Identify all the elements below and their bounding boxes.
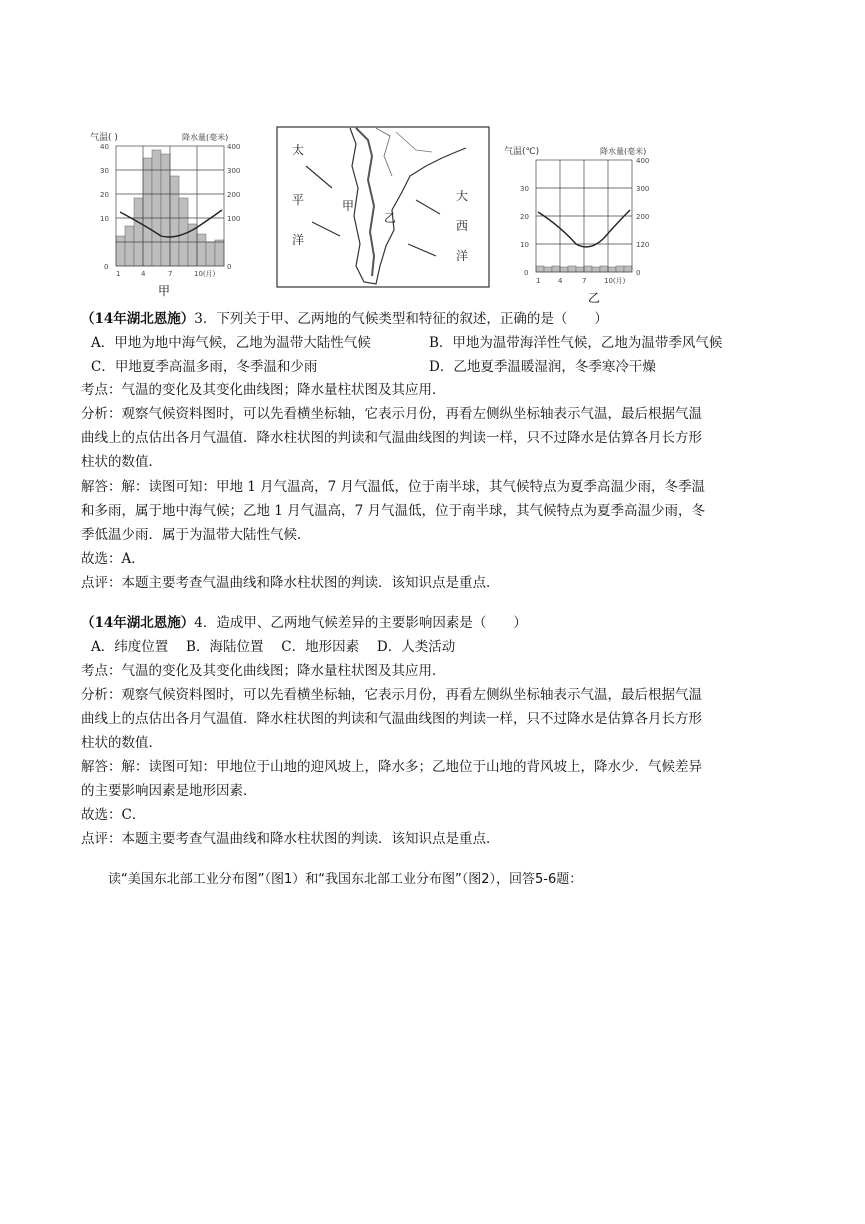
x-tick: 1 xyxy=(116,270,121,278)
q4-options: A．纬度位置 B．海陆位置 C．地形因素 D．人类活动 xyxy=(91,639,456,655)
precip-tick: 100 xyxy=(227,215,241,223)
q3-stem-line xyxy=(81,309,608,329)
q3-dianping: 点评：本题主要考查气温曲线和降水柱状图的判读．该知识点是重点． xyxy=(81,575,500,591)
precip-tick: 0 xyxy=(636,269,641,277)
precip-tick: 0 xyxy=(227,263,232,271)
precip-tick: 400 xyxy=(227,143,241,151)
temp-tick: 10 xyxy=(520,241,529,249)
q4-stem: 4．造成甲、乙两地气候差异的主要影响因素是（ ） xyxy=(194,615,527,631)
temp-axis-title: 气温( ) xyxy=(90,133,118,143)
temp-tick: 20 xyxy=(100,191,109,199)
map-label: 平 xyxy=(292,193,305,207)
q4-jieda: 的主要影响因素是地形因素． xyxy=(81,783,257,799)
q3-option-b: B．甲地为温带海洋性气候，乙地为温带季风气候 xyxy=(429,335,723,351)
map-label: 洋 xyxy=(292,233,305,247)
map-label: 洋 xyxy=(456,249,469,263)
figure-label-jia: 甲 xyxy=(158,284,171,298)
south-america-map xyxy=(276,126,490,288)
q4-source: （14年湖北恩施） xyxy=(81,615,195,631)
q4-answer: 故选：C． xyxy=(81,807,146,823)
map-label: 乙 xyxy=(384,211,397,225)
q3-option-d: D．乙地夏季温暖湿润，冬季寒冷干燥 xyxy=(429,359,656,375)
map-label: 太 xyxy=(292,143,305,157)
q3-jieda: 季低温少雨．属于为温带大陆性气候． xyxy=(81,527,311,543)
q3-source: （14年湖北恩施） xyxy=(81,311,195,327)
temp-tick: 30 xyxy=(520,185,529,193)
precip-tick: 300 xyxy=(227,167,241,175)
precip-axis-title: 降水量(毫米) xyxy=(600,147,647,156)
climate-chart-yi xyxy=(500,140,670,290)
q4-fenxi: 分析：观察气候资料图时，可以先看横坐标轴，它表示月份，再看左侧纵坐标轴表示气温，最后根据气温 xyxy=(81,687,702,703)
precip-tick: 400 xyxy=(636,157,650,165)
temp-tick: 0 xyxy=(104,263,109,271)
q3-option-a: A．甲地为地中海气候，乙地为温带大陆性气候 xyxy=(91,335,371,351)
precip-tick: 200 xyxy=(227,191,241,199)
precip-tick: 200 xyxy=(636,213,650,221)
temp-tick: 40 xyxy=(100,143,109,151)
temp-tick: 20 xyxy=(520,213,529,221)
q3-fenxi: 分析：观察气候资料图时，可以先看横坐标轴，它表示月份，再看左侧纵坐标轴表示气温，最后根据气温 xyxy=(81,406,702,422)
x-tick: 10(月) xyxy=(604,277,626,285)
q3-answer: 故选：A． xyxy=(81,551,145,567)
temp-tick: 0 xyxy=(524,269,529,277)
map-label: 西 xyxy=(456,219,469,233)
q3-stem: 3．下列关于甲、乙两地的气候类型和特征的叙述，正确的是（ ） xyxy=(194,311,608,327)
x-tick: 4 xyxy=(558,277,563,285)
q5-6-intro: 读“美国东北部工业分布图”（图1）和“我国东北部工业分布图”（图2），回答5-6题： xyxy=(108,872,583,887)
q4-stem-line xyxy=(81,613,527,633)
q4-jieda: 解答：解：读图可知：甲地位于山地的迎风坡上，降水多；乙地位于山地的背风坡上，降水少．气候差异 xyxy=(81,759,702,775)
q4-dianping: 点评：本题主要考查气温曲线和降水柱状图的判读．该知识点是重点． xyxy=(81,831,500,847)
q3-kaodian: 考点：气温的变化及其变化曲线图；降水量柱状图及其应用． xyxy=(81,382,446,398)
figure-label-yi: 乙 xyxy=(588,291,601,305)
precip-axis-title: 降水量(毫米) xyxy=(182,133,229,142)
q4-kaodian: 考点：气温的变化及其变化曲线图；降水量柱状图及其应用． xyxy=(81,663,446,679)
temp-tick: 10 xyxy=(100,215,109,223)
q3-fenxi: 曲线上的点估出各月气温值．降水柱状图的判读和气温曲线图的判读一样，只不过降水是估算各月长方形 xyxy=(81,430,702,446)
x-tick: 7 xyxy=(582,277,587,285)
x-tick: 4 xyxy=(141,270,146,278)
map-label: 大 xyxy=(456,189,469,203)
q3-option-c: C．甲地夏季高温多雨，冬季温和少雨 xyxy=(91,359,318,375)
precip-tick: 300 xyxy=(636,185,650,193)
x-tick: 10(月) xyxy=(194,270,216,278)
temp-axis-title: 气温(℃) xyxy=(504,147,540,157)
q3-jieda: 解答：解：读图可知：甲地 1 月气温高，7 月气温低，位于南半球，其气候特点为夏季高温少雨，冬季温 xyxy=(81,479,706,495)
q4-fenxi: 柱状的数值． xyxy=(81,735,162,751)
temp-tick: 30 xyxy=(100,167,109,175)
precip-tick: 120 xyxy=(636,241,650,249)
q4-fenxi: 曲线上的点估出各月气温值．降水柱状图的判读和气温曲线图的判读一样，只不过降水是估算各月长方形 xyxy=(81,711,702,727)
x-tick: 7 xyxy=(168,270,173,278)
q3-fenxi: 柱状的数值． xyxy=(81,454,162,470)
map-label: 甲 xyxy=(342,199,355,213)
x-tick: 1 xyxy=(536,277,541,285)
climate-chart-jia xyxy=(86,128,246,288)
q3-jieda: 和多雨，属于地中海气候；乙地 1 月气温高，7 月气温低，位于南半球，其气候特点为夏季高温少雨，冬 xyxy=(81,503,706,519)
